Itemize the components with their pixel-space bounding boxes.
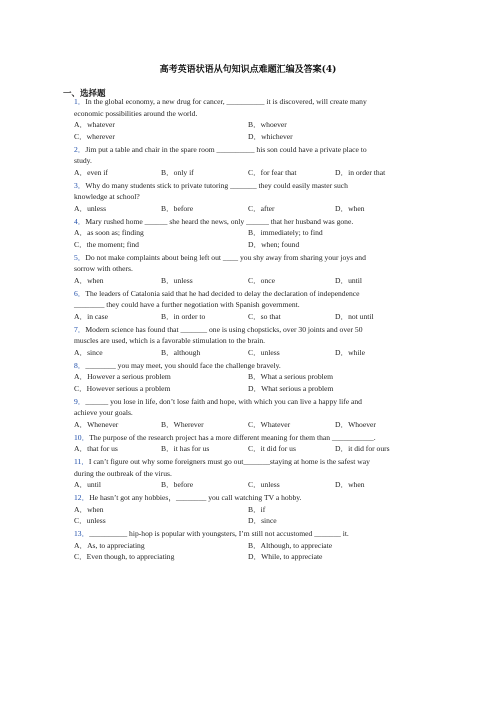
answer-option	[335, 168, 385, 178]
question-stem-line	[74, 529, 434, 539]
answer-option	[248, 420, 290, 430]
option-text: since	[261, 516, 277, 525]
option-letter: C．	[74, 131, 87, 141]
option-text: Whatever	[260, 419, 291, 429]
question-stem-line	[74, 181, 434, 191]
option-letter: B．	[161, 203, 174, 213]
option-letter: C．	[248, 203, 261, 213]
option-text: as soon as; finding	[87, 228, 144, 237]
option-text: once	[260, 275, 276, 285]
answer-option	[248, 132, 293, 142]
question-stem-line	[74, 493, 434, 503]
answer-option	[74, 372, 171, 382]
option-text: unless	[87, 203, 107, 213]
option-letter: D．	[335, 311, 349, 321]
option-letter: B．	[161, 167, 174, 177]
answer-option	[248, 444, 296, 454]
option-letter: A．	[74, 540, 88, 550]
answer-option	[335, 480, 365, 490]
answer-option	[248, 505, 265, 515]
option-letter: A．	[74, 275, 88, 285]
option-letter: D．	[335, 444, 349, 453]
option-text: it did for us	[260, 444, 296, 453]
option-letter: D．	[335, 203, 349, 213]
answer-option	[335, 444, 390, 454]
answer-option	[74, 204, 106, 214]
question-text: The leaders of Catalonia said that he had decided to delay the declaration of independence	[85, 288, 360, 298]
option-text: while	[348, 347, 365, 357]
answer-option	[161, 420, 204, 430]
option-text: However a serious problem	[87, 372, 171, 381]
option-text: until	[348, 275, 363, 285]
option-letter: B．	[161, 480, 174, 489]
question-text: Why do many students stick to private tutoring _______ they could easily master such	[85, 180, 348, 190]
option-text: when	[348, 480, 365, 489]
option-letter: D．	[248, 552, 262, 561]
option-letter: B．	[161, 311, 174, 321]
answer-option	[248, 516, 277, 526]
option-letter: A．	[74, 311, 88, 321]
option-letter: D．	[248, 239, 262, 249]
answer-option	[74, 228, 144, 238]
question-text: study.	[74, 156, 92, 165]
option-text: since	[87, 347, 103, 357]
answer-option	[248, 372, 333, 382]
option-letter: A．	[74, 203, 88, 213]
answer-option	[161, 348, 200, 358]
answer-option	[74, 516, 106, 526]
option-letter: A．	[74, 372, 88, 381]
question-stem-line	[74, 361, 434, 371]
option-letter: B．	[161, 419, 174, 429]
question-number: 3．	[74, 180, 86, 190]
option-letter: A．	[74, 167, 88, 177]
question-text: ________ you may meet, you should face the challenge bravely.	[85, 360, 281, 370]
question-text: In the global economy, a new drug for cancer, __________ it is discovered, will create many	[85, 97, 367, 106]
option-text: after	[260, 203, 275, 213]
question-stem-line	[74, 253, 434, 263]
question-text: economic possibilities around the world.	[74, 108, 198, 118]
answer-option	[74, 420, 118, 430]
option-letter: C．	[248, 480, 261, 489]
question-text: Do not make complaints about being left out ____ you shy away from sharing your joys and	[85, 252, 366, 262]
option-letter: A．	[74, 504, 88, 514]
answer-option	[248, 228, 323, 238]
answer-option	[248, 552, 322, 562]
question-number: 8．	[74, 360, 86, 370]
option-text: before	[173, 203, 194, 213]
option-text: it has for us	[173, 444, 210, 453]
option-text: although	[173, 347, 201, 357]
option-letter: D．	[335, 480, 349, 489]
option-letter: C．	[74, 383, 87, 393]
option-letter: D．	[335, 275, 349, 285]
option-text: when	[87, 504, 104, 514]
option-letter: D．	[335, 167, 349, 177]
option-letter: B．	[248, 120, 261, 129]
answer-option	[74, 505, 104, 515]
option-letter: B．	[248, 372, 261, 381]
question-text: __________ hip-hop is popular with youngsters, I’m still not accustomed _______ it.	[89, 529, 349, 538]
option-text: before	[173, 480, 194, 489]
option-text: even if	[87, 167, 108, 177]
answer-option	[161, 444, 209, 454]
option-letter: D．	[248, 516, 262, 525]
question-stem-line	[74, 289, 434, 299]
option-text: so that	[260, 311, 281, 321]
option-letter: C．	[248, 275, 261, 285]
answer-option	[161, 312, 205, 322]
question-stem-line	[74, 156, 434, 166]
question-stem-line	[74, 217, 434, 227]
option-text: However serious a problem	[86, 383, 171, 393]
answer-option	[248, 276, 275, 286]
question-number: 4．	[74, 216, 86, 226]
option-letter: B．	[248, 228, 261, 237]
option-text: until	[87, 480, 102, 489]
question-number: 10．	[74, 432, 90, 442]
option-text: What serious a problem	[261, 383, 334, 393]
option-letter: C．	[74, 516, 87, 525]
option-text: wherever	[86, 131, 115, 141]
answer-option	[74, 132, 115, 142]
option-text: whatever	[87, 120, 115, 129]
answer-option	[248, 120, 287, 130]
option-text: unless	[86, 516, 106, 525]
question-number: 7．	[74, 324, 86, 334]
option-letter: C．	[248, 347, 261, 357]
answer-option	[74, 444, 118, 454]
option-text: Even though, to appreciating	[86, 552, 175, 561]
question-text: He hasn’t got any hobbies，________ you call watching TV a hobby.	[89, 493, 302, 502]
option-text: As, to appreciating	[87, 540, 145, 550]
answer-option	[161, 168, 194, 178]
answer-option	[74, 120, 115, 130]
option-text: unless	[260, 480, 280, 489]
question-number: 5．	[74, 252, 86, 262]
option-letter: D．	[335, 419, 349, 429]
option-text: unless	[173, 275, 193, 285]
question-stem-line	[74, 336, 434, 346]
option-text: whoever	[260, 120, 287, 129]
question-stem-line	[74, 397, 434, 407]
question-number: 2．	[74, 144, 86, 154]
answer-option	[248, 480, 280, 490]
answer-option	[335, 312, 374, 322]
question-text: Modern science has found that _______ one is using chopsticks, over 30 joints and over 50	[85, 324, 363, 334]
answer-option	[248, 240, 299, 250]
question-stem-line	[74, 192, 434, 202]
answer-option	[248, 348, 280, 358]
answer-option	[74, 348, 103, 358]
question-text: ______ you lose in life, don’t lose faith and hope, with which you can live a happy life and	[85, 396, 362, 406]
answer-option	[74, 240, 139, 250]
answer-option	[248, 168, 297, 178]
question-number: 12．	[74, 493, 90, 502]
answer-option	[161, 480, 193, 490]
answer-option	[335, 420, 376, 430]
answer-option	[248, 204, 275, 214]
question-text: sorrow with others.	[74, 264, 133, 273]
option-text: Whenever	[87, 419, 119, 429]
option-letter: C．	[74, 239, 87, 249]
answer-option	[74, 168, 108, 178]
answer-option	[335, 204, 365, 214]
question-number: 13．	[74, 529, 90, 538]
question-stem-line	[74, 109, 434, 119]
question-stem-line	[74, 433, 434, 443]
option-letter: C．	[248, 419, 261, 429]
question-text: I can’t figure out why some foreigners must go out_______staying at home is the safest way	[88, 457, 370, 466]
option-letter: C．	[74, 552, 87, 561]
question-number: 11．	[74, 457, 89, 466]
option-letter: A．	[74, 347, 88, 357]
question-stem-line	[74, 457, 434, 467]
question-text: knowledge at school?	[74, 192, 140, 201]
answer-option	[161, 276, 193, 286]
option-text: for fear that	[260, 167, 297, 177]
option-text: it did for ours	[348, 444, 390, 453]
option-letter: A．	[74, 228, 88, 237]
answer-option	[74, 312, 108, 322]
question-stem-line	[74, 97, 434, 107]
option-text: immediately; to find	[260, 228, 323, 237]
question-text: ________ they could have a further negotiation with Spanish government.	[74, 300, 300, 309]
option-letter: B．	[161, 275, 174, 285]
answer-option	[335, 276, 362, 286]
option-letter: C．	[248, 444, 261, 453]
option-letter: D．	[335, 347, 349, 357]
option-text: when; found	[261, 239, 300, 249]
option-text: when	[348, 203, 365, 213]
answer-option	[335, 348, 365, 358]
question-stem-line	[74, 408, 434, 418]
question-text: Mary rushed home ______ she heard the news, only ______ that her husband was gone.	[85, 216, 354, 226]
option-letter: A．	[74, 444, 88, 453]
option-text: Whoever	[348, 419, 376, 429]
answer-option	[74, 541, 145, 551]
question-number: 9．	[74, 396, 86, 406]
option-letter: B．	[248, 504, 261, 514]
option-letter: B．	[161, 347, 174, 357]
question-stem-line	[74, 325, 434, 335]
option-text: the moment; find	[86, 239, 139, 249]
option-text: that for us	[87, 444, 118, 453]
option-letter: A．	[74, 120, 88, 129]
option-text: if	[260, 504, 266, 514]
question-stem-line	[74, 300, 434, 310]
option-text: whichever	[261, 131, 293, 141]
question-stem-line	[74, 145, 434, 155]
question-number: 6．	[74, 288, 86, 298]
question-text: Jim put a table and chair in the spare room __________ his son could have a private place to	[85, 144, 367, 154]
option-text: Wherever	[173, 419, 204, 429]
option-text: in order to	[173, 311, 206, 321]
option-text: not until	[348, 311, 374, 321]
option-text: when	[87, 275, 104, 285]
question-text: achieve your goals.	[74, 408, 133, 417]
option-letter: D．	[248, 131, 262, 141]
answer-option	[248, 384, 333, 394]
question-stem-line	[74, 264, 434, 274]
answer-option	[248, 312, 281, 322]
option-letter: B．	[161, 444, 174, 453]
option-text: unless	[260, 347, 280, 357]
option-letter: B．	[248, 540, 261, 550]
option-letter: C．	[248, 167, 261, 177]
document-title: 高考英语状语从句知识点难题汇编及答案(4)	[159, 65, 337, 75]
answer-option	[74, 552, 174, 562]
option-text: Although, to appreciate	[260, 540, 333, 550]
question-number: 1．	[74, 97, 86, 106]
question-text: muscles are used, which is a favorable stimulation to the brain.	[74, 336, 266, 345]
question-text: during the outbreak of the virus.	[74, 468, 172, 478]
option-text: in order that	[348, 167, 386, 177]
answer-option	[161, 204, 193, 214]
question-stem-line	[74, 469, 434, 479]
option-text: only if	[173, 167, 194, 177]
option-letter: C．	[248, 311, 261, 321]
option-letter: A．	[74, 419, 88, 429]
option-letter: D．	[248, 383, 262, 393]
option-text: in case	[87, 311, 108, 321]
answer-option	[74, 480, 101, 490]
option-letter: A．	[74, 480, 88, 489]
answer-option	[74, 276, 104, 286]
option-text: While, to appreciate	[261, 552, 323, 561]
section-title: 一、选择题	[63, 89, 106, 99]
answer-option	[248, 541, 332, 551]
option-text: What a serious problem	[260, 372, 334, 381]
answer-option	[74, 384, 170, 394]
question-text: The purpose of the research project has a more different meaning for them than ___________.	[89, 432, 376, 442]
